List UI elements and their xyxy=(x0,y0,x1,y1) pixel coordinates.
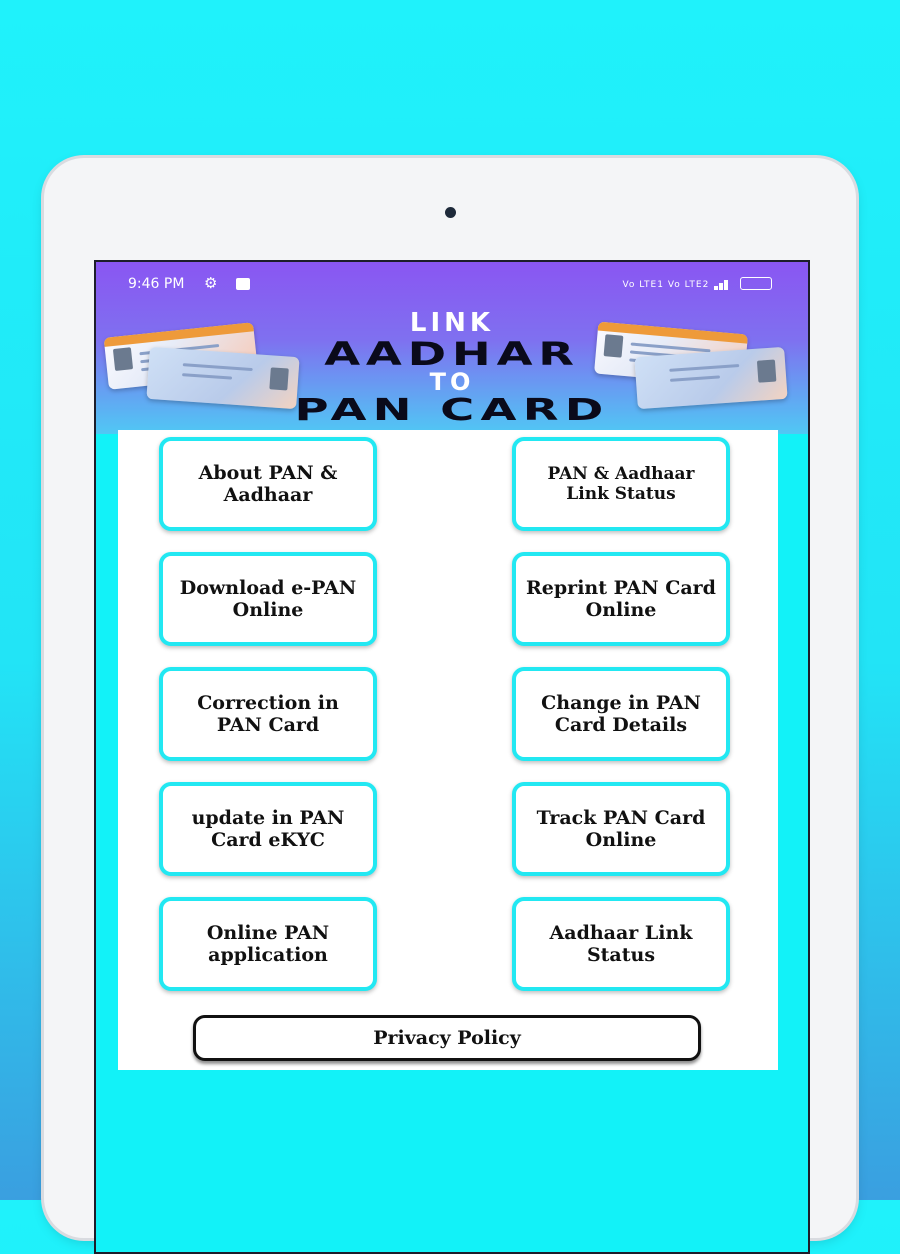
online-pan-application-button[interactable]: Online PAN application xyxy=(159,897,377,991)
battery-icon xyxy=(740,277,772,290)
tablet-frame xyxy=(44,158,856,1238)
link-status-button[interactable]: PAN & Aadhaar Link Status xyxy=(512,437,730,531)
status-right xyxy=(622,276,772,290)
title-to: TO xyxy=(429,368,475,396)
camera-dot xyxy=(445,207,456,218)
menu-panel xyxy=(118,430,778,1070)
signal-icon xyxy=(714,276,734,290)
status-bar xyxy=(96,274,808,296)
update-ekyc-button[interactable]: update in PAN Card eKYC xyxy=(159,782,377,876)
track-pan-button[interactable]: Track PAN Card Online xyxy=(512,782,730,876)
aadhaar-link-status-button[interactable]: Aadhaar Link Status xyxy=(512,897,730,991)
correction-pan-button[interactable]: Correction in PAN Card xyxy=(159,667,377,761)
title-link: LINK xyxy=(409,308,495,338)
app-header xyxy=(96,262,808,434)
notification-icon xyxy=(236,278,250,290)
app-screen xyxy=(94,260,810,1254)
download-epan-button[interactable]: Download e-PAN Online xyxy=(159,552,377,646)
status-time: 9:46 PM xyxy=(128,276,185,292)
settings-icon: ⚙ xyxy=(204,274,218,292)
title-aadhar: AADHAR xyxy=(324,335,580,373)
change-pan-details-button[interactable]: Change in PAN Card Details xyxy=(512,667,730,761)
network-label: Vo LTE1 Vo LTE2 xyxy=(622,280,710,290)
reprint-pan-button[interactable]: Reprint PAN Card Online xyxy=(512,552,730,646)
title-pan-card: PAN CARD xyxy=(294,393,610,428)
privacy-policy-button[interactable]: Privacy Policy xyxy=(193,1015,701,1061)
about-pan-aadhaar-button[interactable]: About PAN & Aadhaar xyxy=(159,437,377,531)
